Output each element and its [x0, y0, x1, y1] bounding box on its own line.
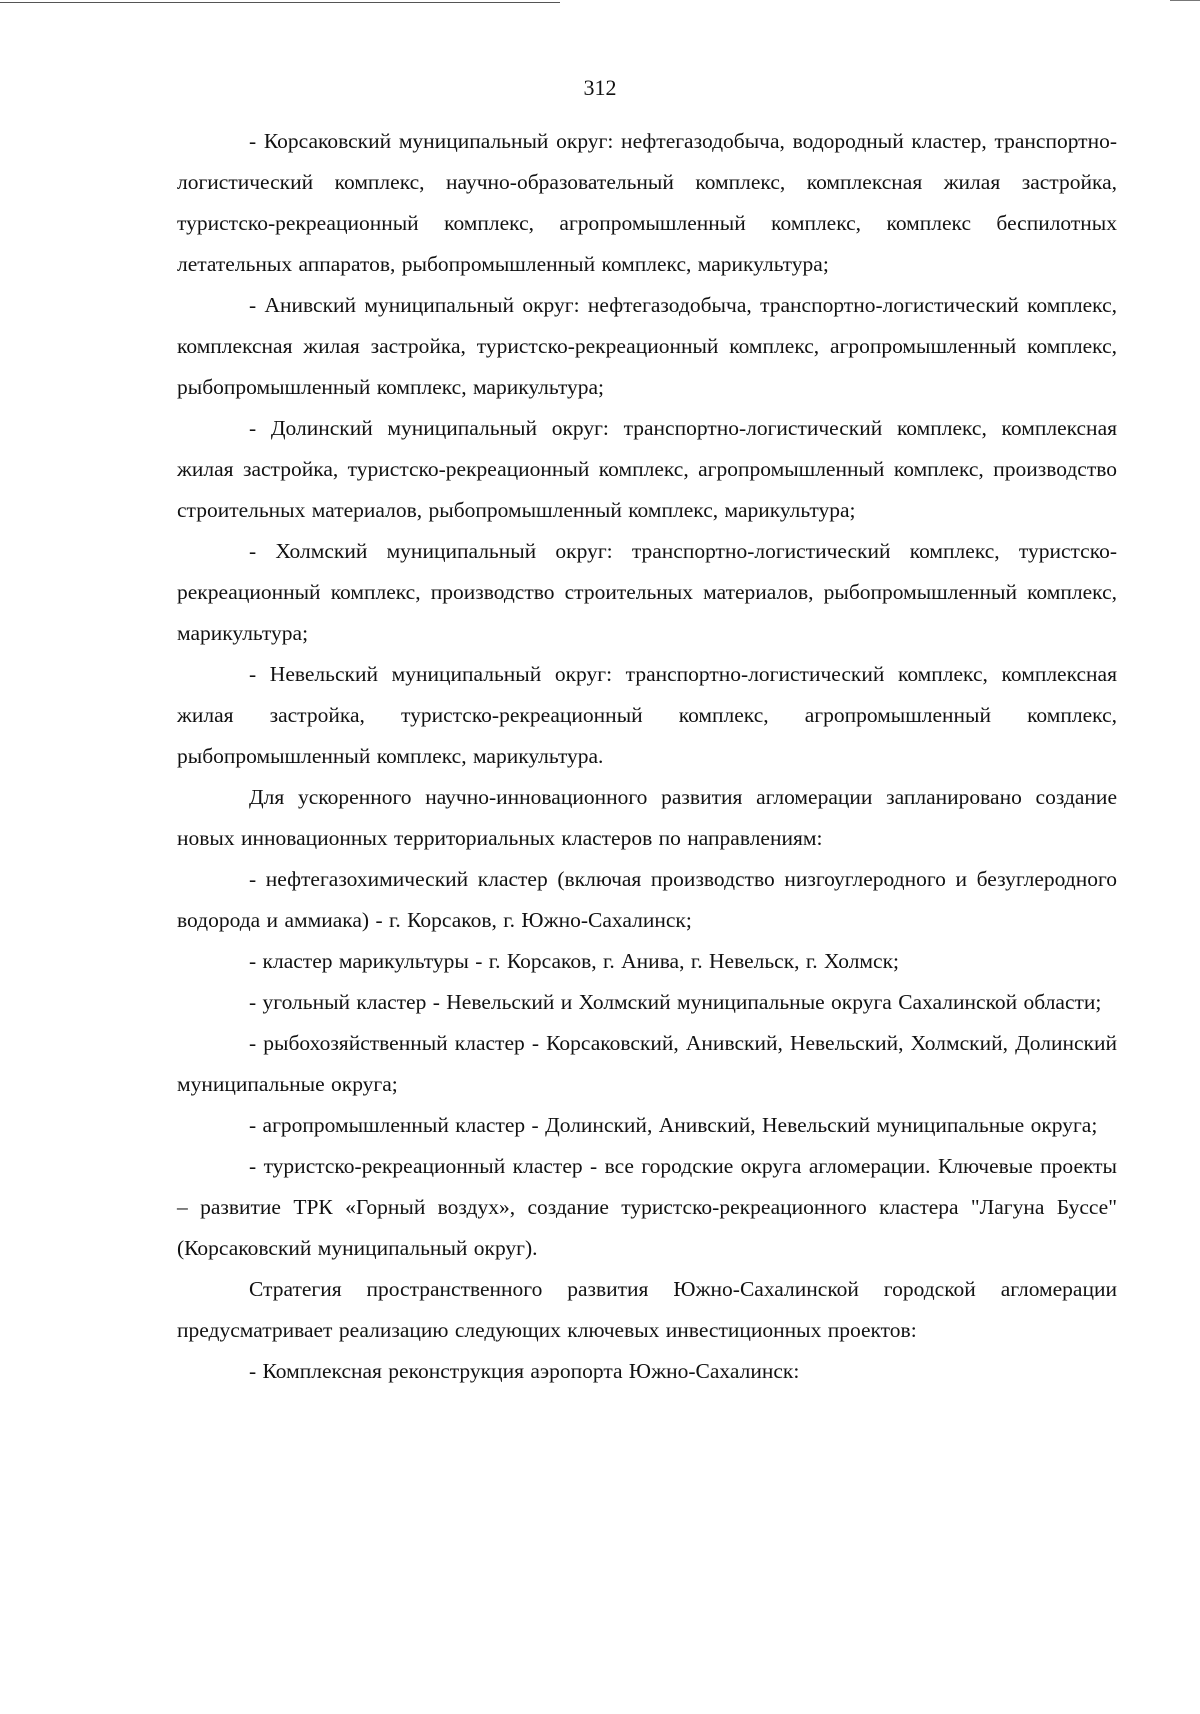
paragraph-korsakov-district: - Корсаковский муниципальный округ: нефтегазодобыча, водородный кластер, транспортно-логистический комплекс, научно-образовательный комплекс, комплексная жилая застройка, туристско-рекреационный комплекс, агропромышленный комплекс, комплекс беспилотных летательных аппаратов, рыбопромышленный комплекс, марикультура; [177, 129, 1117, 276]
paragraph-nevelsk-district: - Невельский муниципальный округ: транспортно-логистический комплекс, комплексная жилая застройка, туристско-рекреационный комплекс, агропромышленный комплекс, рыбопромышленный комплекс, марикультура. [177, 662, 1117, 768]
paragraph-mariculture-cluster: - кластер марикультуры - г. Корсаков, г. Анива, г. Невельск, г. Холмск; [249, 949, 899, 973]
paragraph-petrochemical-cluster: - нефтегазохимический кластер (включая производство низгоуглеродного и безуглеродного водорода и аммиака) - г. Корсаков, г. Южно-Сахалинск; [177, 867, 1117, 932]
scan-edge-line-right [1170, 0, 1200, 1]
paragraph-innovation-clusters-intro: Для ускоренного научно-инновационного развития агломерации запланировано создание новых инновационных территориальных кластеров по направлениям: [177, 785, 1117, 850]
paragraph-agro-cluster: - агропромышленный кластер - Долинский, Анивский, Невельский муниципальные округа; [249, 1113, 1098, 1137]
page-number: 312 [583, 75, 617, 100]
paragraph-aniva-district: - Анивский муниципальный округ: нефтегазодобыча, транспортно-логистический комплекс, комплексная жилая застройка, туристско-рекреационный комплекс, агропромышленный комплекс, рыбопромышленный комплекс, марикультура; [177, 293, 1117, 399]
paragraph-kholmsk-district: - Холмский муниципальный округ: транспортно-логистический комплекс, туристско-рекреационный комплекс, производство строительных материалов, рыбопромышленный комплекс, марикультура; [177, 539, 1117, 645]
paragraph-strategy-intro: Стратегия пространственного развития Южно-Сахалинской городской агломерации предусматривает реализацию следующих ключевых инвестиционных проектов: [177, 1277, 1117, 1342]
scan-edge-line [0, 2, 560, 3]
document-body [177, 121, 1117, 1392]
paragraph-fishery-cluster: - рыбохозяйственный кластер - Корсаковский, Анивский, Невельский, Холмский, Долинский муниципальные округа; [177, 1031, 1117, 1096]
paragraph-dolinsk-district: - Долинский муниципальный округ: транспортно-логистический комплекс, комплексная жилая застройка, туристско-рекреационный комплекс, агропромышленный комплекс, производство строительных материалов, рыбопромышленный комплекс, марикультура; [177, 416, 1117, 522]
paragraph-coal-cluster: - угольный кластер - Невельский и Холмский муниципальные округа Сахалинской области; [249, 990, 1102, 1014]
paragraph-tourism-cluster: - туристско-рекреационный кластер - все городские округа агломерации. Ключевые проекты – развитие ТРК «Горный воздух», создание туристско-рекреационного кластера "Лагуна Буссе" (Корсаковский муниципальный округ). [177, 1154, 1117, 1260]
paragraph-airport-project: - Комплексная реконструкция аэропорта Южно-Сахалинск: [249, 1359, 800, 1383]
